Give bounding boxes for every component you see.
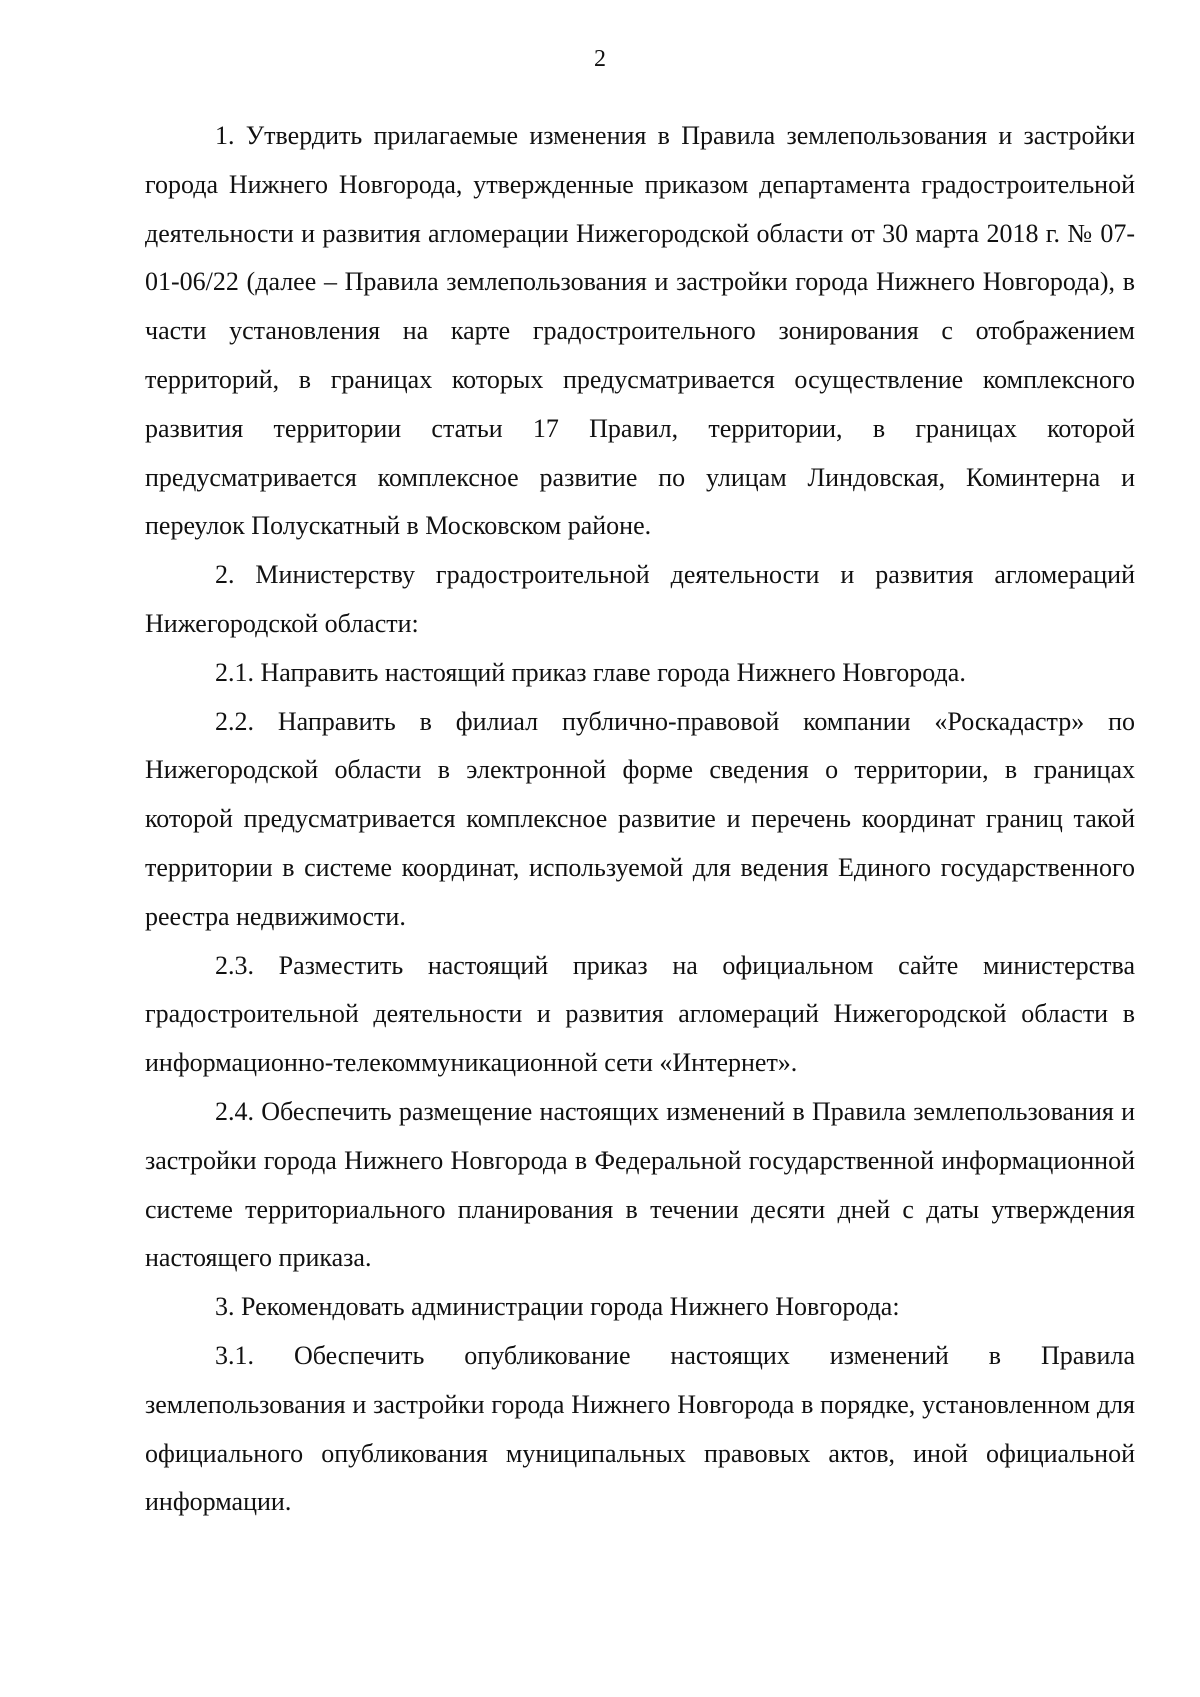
page-number: 2 bbox=[594, 46, 606, 72]
paragraph-2-3: 2.3. Разместить настоящий приказ на официальном сайте министерства градостроительной деятельности и развития агломераций Нижегородской области в информационно-телекоммуникационной сети «Интернет». bbox=[145, 950, 1135, 1078]
paragraph-2-1: 2.1. Направить настоящий приказ главе города Нижнего Новгорода. bbox=[215, 657, 966, 687]
document-body bbox=[145, 112, 1135, 1527]
paragraph-2-4: 2.4. Обеспечить размещение настоящих изменений в Правила землепользования и застройки города Нижнего Новгорода в Федеральной государственной информационной системе территориального планирования в течении десяти дней с даты утверждения настоящего приказа. bbox=[145, 1096, 1135, 1273]
paragraph-1: 1. Утвердить прилагаемые изменения в Правила землепользования и застройки города Нижнего Новгорода, утвержденные приказом департамента градостроительной деятельности и развития агломерации Нижегородской области от 30 марта 2018 г. № 07-01-06/22 (далее – Правила землепользования и застройки города Нижнего Новгорода), в части установления на карте градостроительного зонирования с отображением территорий, в границах которых предусматривается осуществление комплексного развития территории статьи 17 Правил, территории, в границах которой предусматривается комплексное развитие по улицам Линдовская, Коминтерна и переулок Полускатный в Московском районе. bbox=[145, 121, 1135, 541]
paragraph-2-2: 2.2. Направить в филиал публично-правовой компании «Роскадастр» по Нижегородской области в электронной форме сведения о территории, в границах которой предусматривается комплексное развитие и перечень координат границ такой территории в системе координат, используемой для ведения Единого государственного реестра недвижимости. bbox=[145, 706, 1135, 931]
paragraph-3: 3. Рекомендовать администрации города Нижнего Новгорода: bbox=[215, 1292, 900, 1322]
paragraph-3-1: 3.1. Обеспечить опубликование настоящих изменений в Правила землепользования и застройки города Нижнего Новгорода в порядке, установленном для официального опубликования муниципальных правовых актов, иной официальной информации. bbox=[145, 1340, 1135, 1517]
paragraph-2: 2. Министерству градостроительной деятельности и развития агломераций Нижегородской области: bbox=[145, 560, 1135, 638]
